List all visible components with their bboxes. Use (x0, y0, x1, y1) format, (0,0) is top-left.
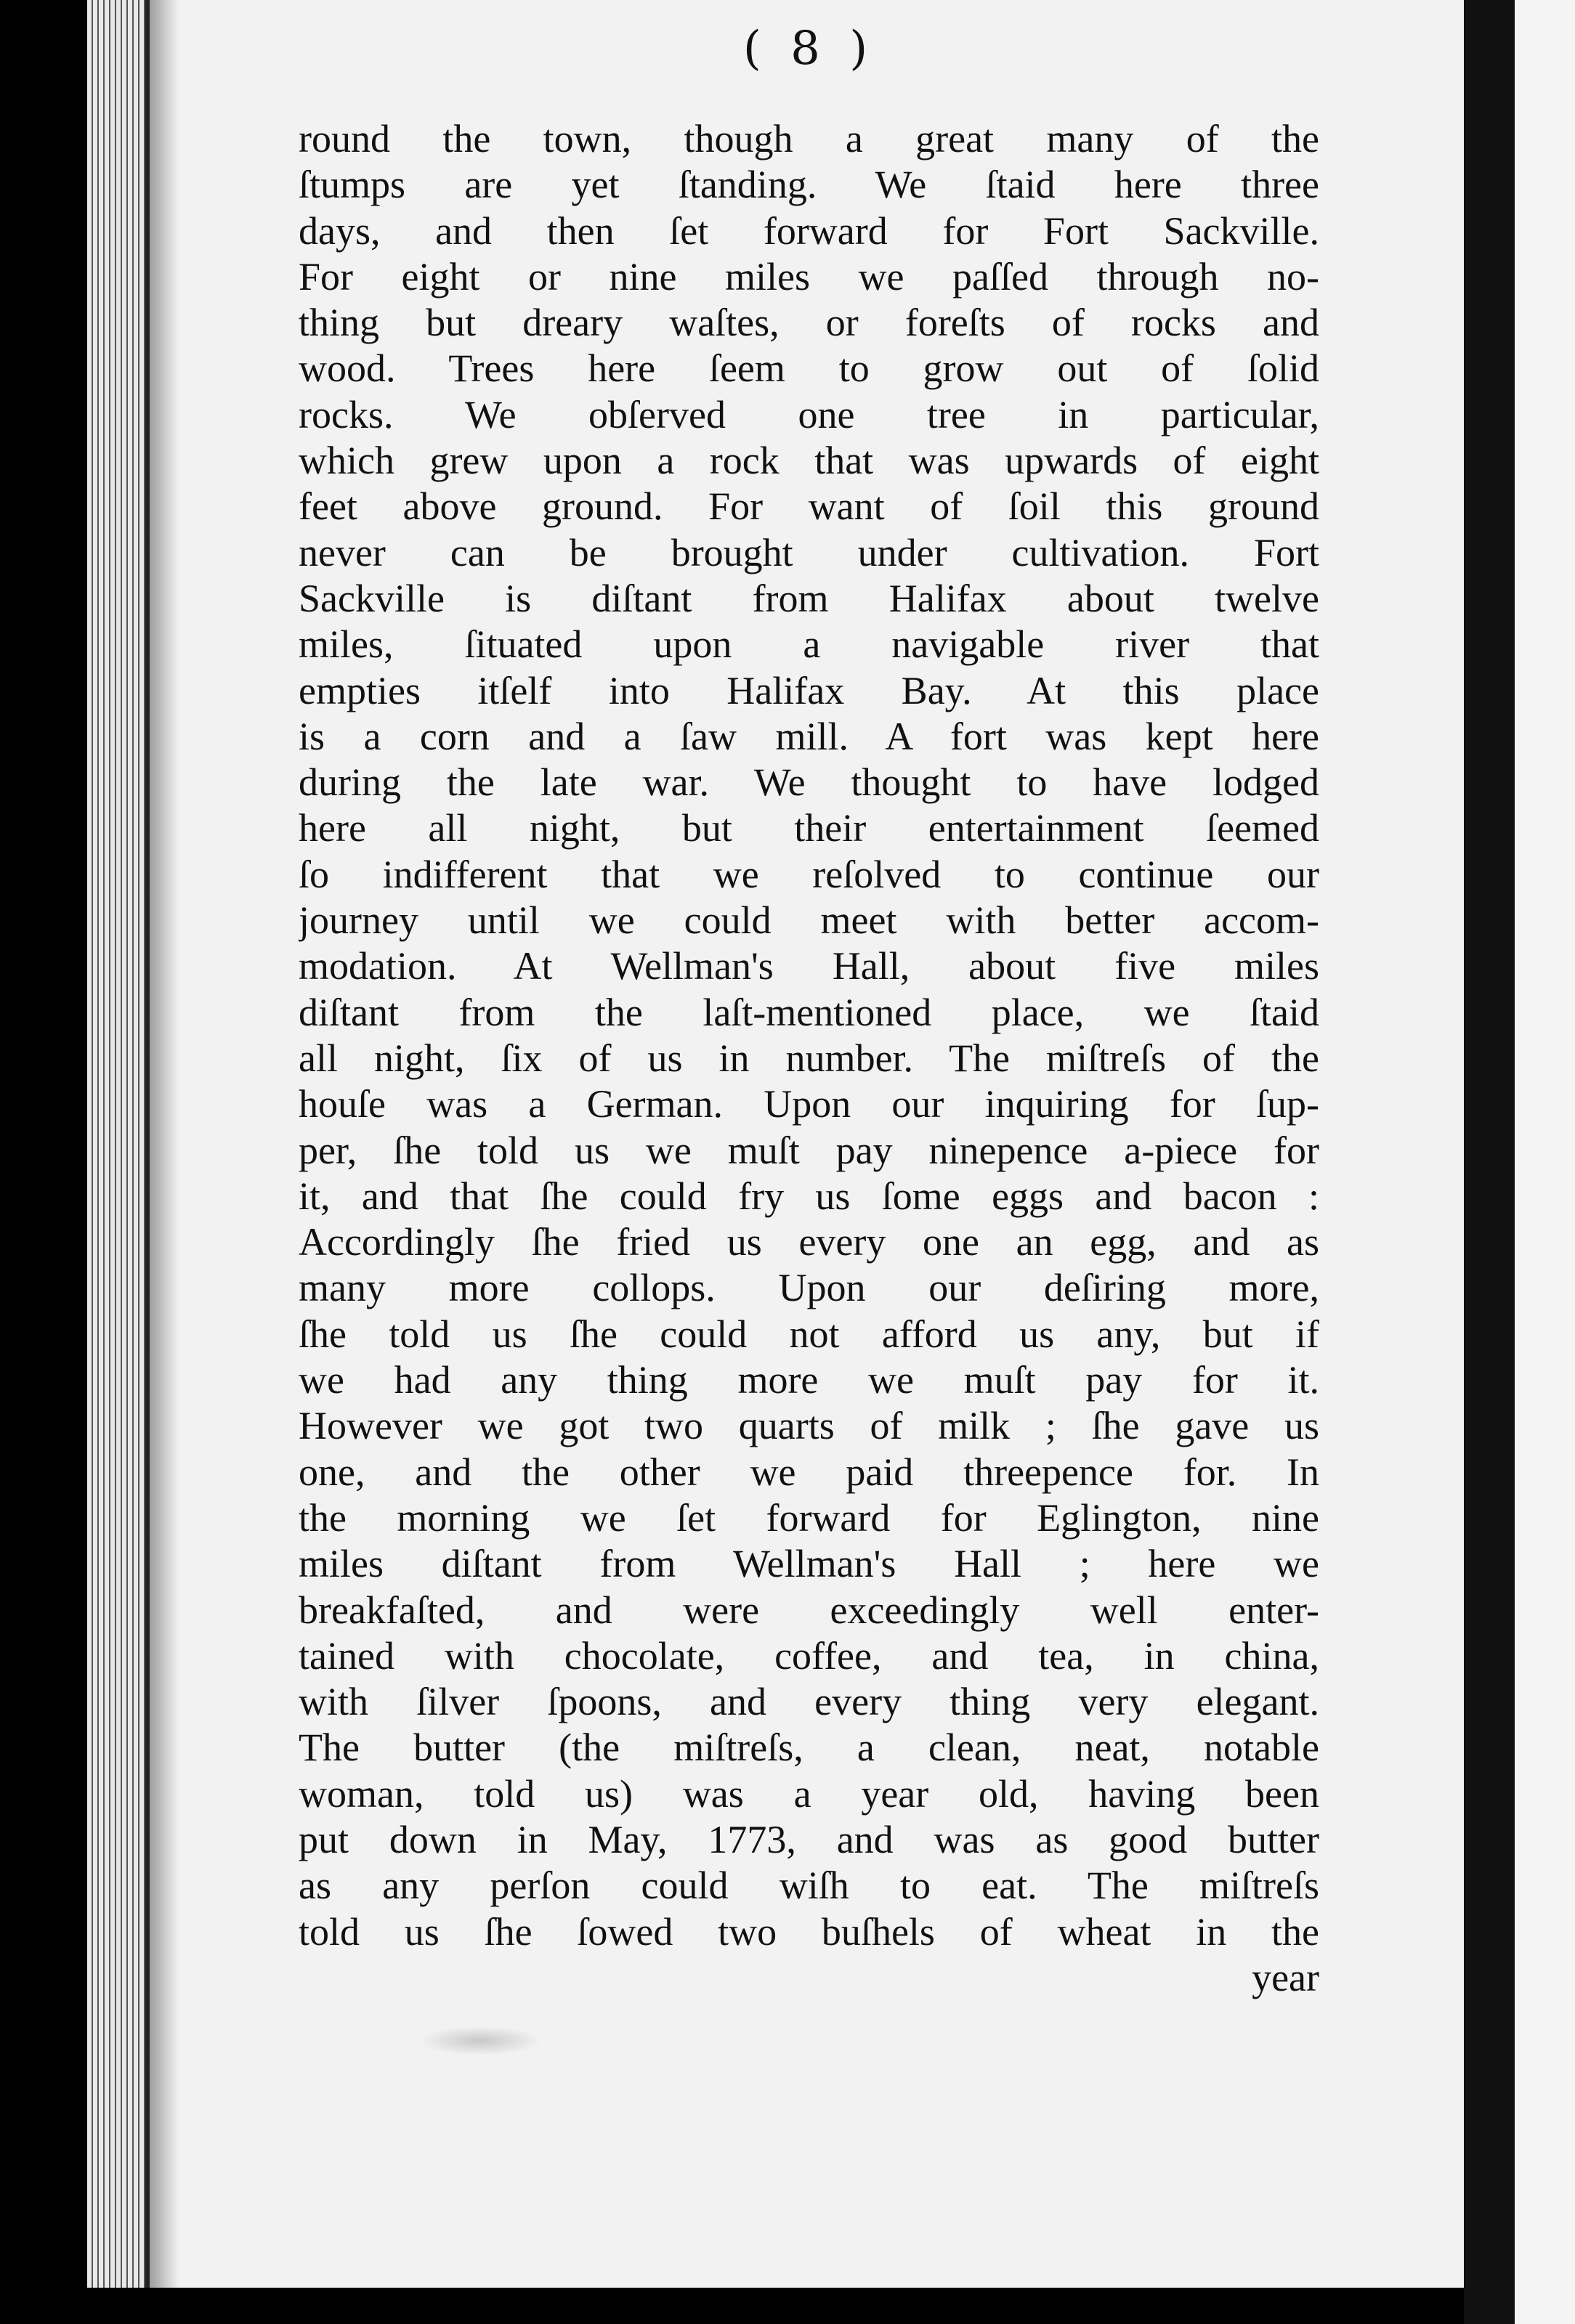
text-line: Sackville is diſtant from Halifax about twelve (299, 576, 1319, 620)
text-line: per, ſhe told us we muſt pay ninepence a-piece for (299, 1128, 1319, 1172)
text-line: told us ſhe ſowed two buſhels of wheat in the (299, 1909, 1319, 1954)
text-line: during the late war. We thought to have lodged (299, 760, 1319, 805)
text-line: The butter (the miſtreſs, a clean, neat, notable (299, 1726, 1319, 1770)
text-line: feet above ground. For want of ſoil this ground (299, 484, 1319, 529)
text-line: which grew upon a rock that was upwards of eight (299, 439, 1319, 483)
text-line: many more collops. Upon our deſiring more, (299, 1266, 1319, 1310)
text-line: round the town, though a great many of the (299, 117, 1319, 161)
text-line: is a corn and a ſaw mill. A fort was kept here (299, 714, 1319, 758)
text-line: woman, told us) was a year old, having been (299, 1771, 1319, 1816)
text-line: one, and the other we paid threepence for. In (299, 1450, 1319, 1494)
text-line: diſtant from the laſt-mentioned place, we ſtaid (299, 990, 1319, 1034)
text-line: here all night, but their entertainment ſeemed (299, 806, 1319, 850)
text-line: put down in May, 1773, and was as good butter (299, 1817, 1319, 1861)
binding-shadow (1464, 0, 1515, 2324)
text-line: we had any thing more we muſt pay for it. (299, 1358, 1319, 1402)
page-number: ( 8 ) (742, 22, 875, 76)
text-line: For eight or nine miles we paſſed through no- (299, 254, 1319, 298)
text-line: miles diſtant from Wellman's Hall ; here we (299, 1542, 1319, 1586)
text-line: modation. At Wellman's Hall, about five miles (299, 944, 1319, 988)
text-line: the morning we ſet forward for Eglington, nine (299, 1495, 1319, 1540)
catchword: year (1252, 1955, 1319, 1999)
text-line: journey until we could meet with better accom- (299, 898, 1319, 943)
text-line: houſe was a German. Upon our inquiring for ſup- (299, 1082, 1319, 1126)
text-line: ſtumps are yet ſtanding. We ſtaid here three (299, 163, 1319, 207)
text-line: ſhe told us ſhe could not afford us any, but if (299, 1312, 1319, 1356)
ink-smudge (418, 2026, 542, 2055)
text-line: never can be brought under cultivation. Fort (299, 530, 1319, 574)
text-line: tained with chocolate, coffee, and tea, in china, (299, 1633, 1319, 1678)
text-line: thing but dreary waſtes, or foreſts of rocks and (299, 301, 1319, 345)
text-line: wood. Trees here ſeem to grow out of ſolid (299, 346, 1319, 391)
text-line: days, and then ſet forward for Fort Sackville. (299, 208, 1319, 253)
body-text (299, 116, 1319, 2001)
text-line: breakfaſted, and were exceedingly well enter- (299, 1588, 1319, 1632)
text-line: empties itſelf into Halifax Bay. At this place (299, 668, 1319, 712)
text-line: ſo indifferent that we reſolved to continue our (299, 852, 1319, 896)
text-line: all night, ſix of us in number. The miſtreſs of the (299, 1036, 1319, 1080)
text-line: as any perſon could wiſh to eat. The miſtreſs (299, 1864, 1319, 1908)
text-line: it, and that ſhe could fry us ſome eggs and bacon : (299, 1174, 1319, 1218)
facing-page-edge (1515, 0, 1575, 2324)
text-line: miles, ſituated upon a navigable river that (299, 622, 1319, 667)
text-line: However we got two quarts of milk ; ſhe gave us (299, 1404, 1319, 1448)
text-line: rocks. We obſerved one tree in particular, (299, 392, 1319, 436)
text-line: with ſilver ſpoons, and every thing very elegant. (299, 1680, 1319, 1724)
text-line: Accordingly ſhe fried us every one an egg, and as (299, 1220, 1319, 1264)
book-page (145, 0, 1468, 2288)
